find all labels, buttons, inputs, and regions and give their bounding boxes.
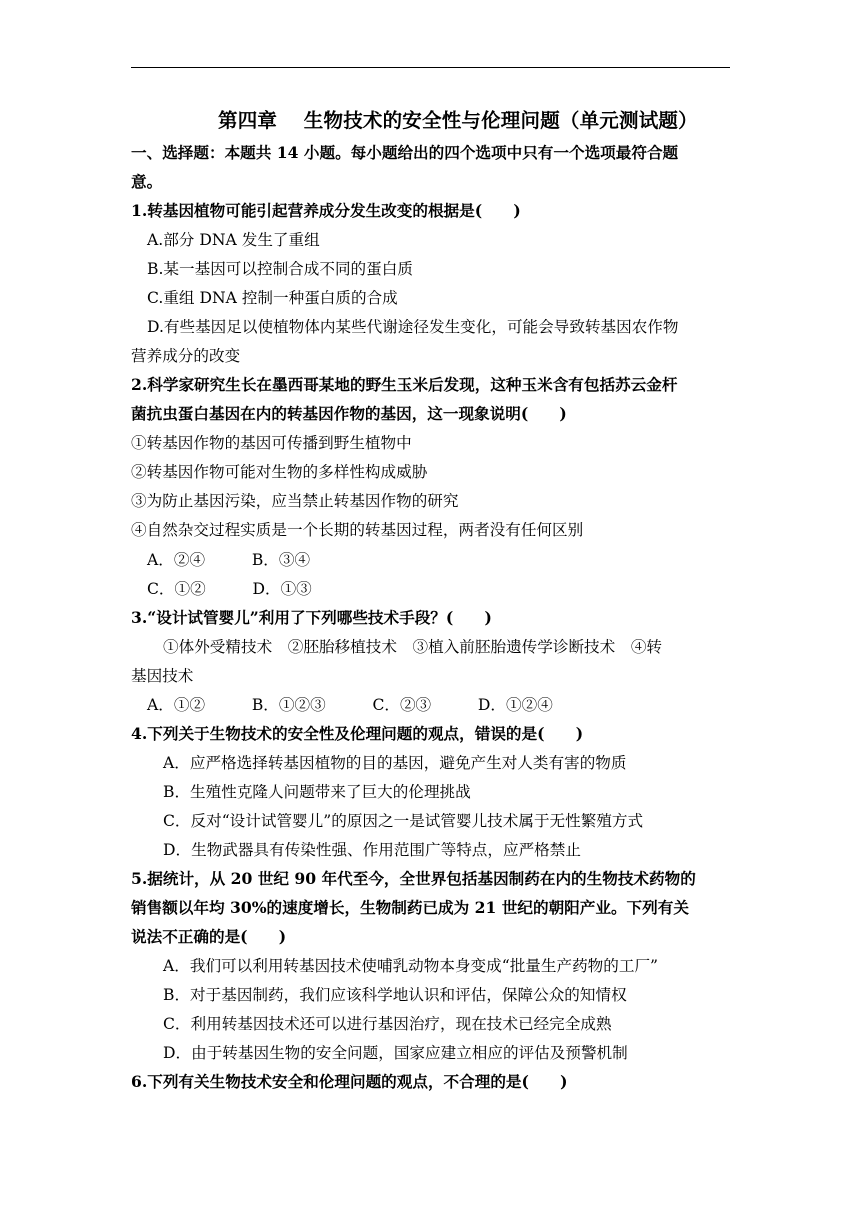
question-4-option-a: A．应严格选择转基因植物的目的基因，避免产生对人类有害的物质 [163, 754, 627, 772]
question-2-statement-2: ②转基因作物可能对生物的多样性构成威胁 [131, 463, 428, 481]
question-2-stem-line-2: 菌抗虫蛋白基因在内的转基因作物的基因，这一现象说明( ) [131, 404, 567, 423]
question-2-options-row-1: A．②④ B．③④ [147, 551, 311, 569]
question-5-option-d: D．由于转基因生物的安全问题，国家应建立相应的评估及预警机制 [163, 1044, 628, 1062]
question-1-option-d-cont: 营养成分的改变 [131, 347, 241, 365]
question-5-option-c: C．利用转基因技术还可以进行基因治疗，现在技术已经完全成熟 [163, 1015, 612, 1033]
page-title: 第四章 生物技术的安全性与伦理问题（单元测试题） [218, 109, 698, 132]
question-2-statement-4: ④自然杂交过程实质是一个长期的转基因过程，两者没有任何区别 [131, 521, 584, 539]
question-2-statement-1: ①转基因作物的基因可传播到野生植物中 [131, 434, 412, 452]
question-4-option-d: D．生物武器具有传染性强、作用范围广等特点，应严格禁止 [163, 841, 581, 859]
question-3-options: A．①② B．①②③ C．②③ D．①②④ [147, 696, 553, 714]
section-heading-line-1: 一、选择题：本题共 14 小题。每小题给出的四个选项中只有一个选项最符合题 [131, 143, 679, 162]
question-4-option-c: C．反对“设计试管婴儿”的原因之一是试管婴儿技术属于无性繁殖方式 [163, 812, 644, 830]
question-1-option-d: D.有些基因足以使植物体内某些代谢途径发生变化，可能会导致转基因农作物 [147, 318, 679, 336]
question-4-option-b: B．生殖性克隆人问题带来了巨大的伦理挑战 [163, 783, 471, 801]
header-rule [131, 67, 730, 68]
question-2-options-row-2: C．①② D．①③ [147, 580, 312, 598]
question-1-option-b: B.某一基因可以控制合成不同的蛋白质 [147, 260, 413, 278]
question-1-option-a: A.部分 DNA 发生了重组 [147, 231, 320, 249]
question-1-option-c: C.重组 DNA 控制一种蛋白质的合成 [147, 289, 398, 307]
question-4-stem: 4.下列关于生物技术的安全性及伦理问题的观点，错误的是( ) [131, 724, 584, 743]
question-3-statements-line-2: 基因技术 [131, 667, 194, 685]
question-2-statement-3: ③为防止基因污染，应当禁止转基因作物的研究 [131, 492, 459, 510]
question-3-stem: 3.“设计试管婴儿”利用了下列哪些技术手段？( ) [131, 608, 492, 627]
question-3-statements-line-1: ①体外受精技术 ②胚胎移植技术 ③植入前胚胎遗传学诊断技术 ④转 [163, 638, 663, 656]
question-5-option-a: A．我们可以利用转基因技术使哺乳动物本身变成“批量生产药物的工厂” [163, 957, 659, 975]
question-2-stem-line-1: 2.科学家研究生长在墨西哥某地的野生玉米后发现，这种玉米含有包括苏云金杆 [131, 375, 678, 394]
question-5-stem-line-3: 说法不正确的是( ) [131, 927, 287, 946]
question-5-stem-line-1: 5.据统计，从 20 世纪 90 年代至今，全世界包括基因制药在内的生物技术药物的 [131, 869, 696, 888]
question-5-option-b: B．对于基因制药，我们应该科学地认识和评估，保障公众的知情权 [163, 986, 627, 1004]
question-5-stem-line-2: 销售额以年均 30%的速度增长，生物制药已成为 21 世纪的朝阳产业。下列有关 [131, 898, 689, 917]
question-6-stem: 6.下列有关生物技术安全和伦理问题的观点，不合理的是( ) [131, 1072, 568, 1091]
section-heading-line-2: 意。 [131, 172, 163, 191]
question-1-stem: 1.转基因植物可能引起营养成分发生改变的根据是( ) [131, 201, 521, 220]
